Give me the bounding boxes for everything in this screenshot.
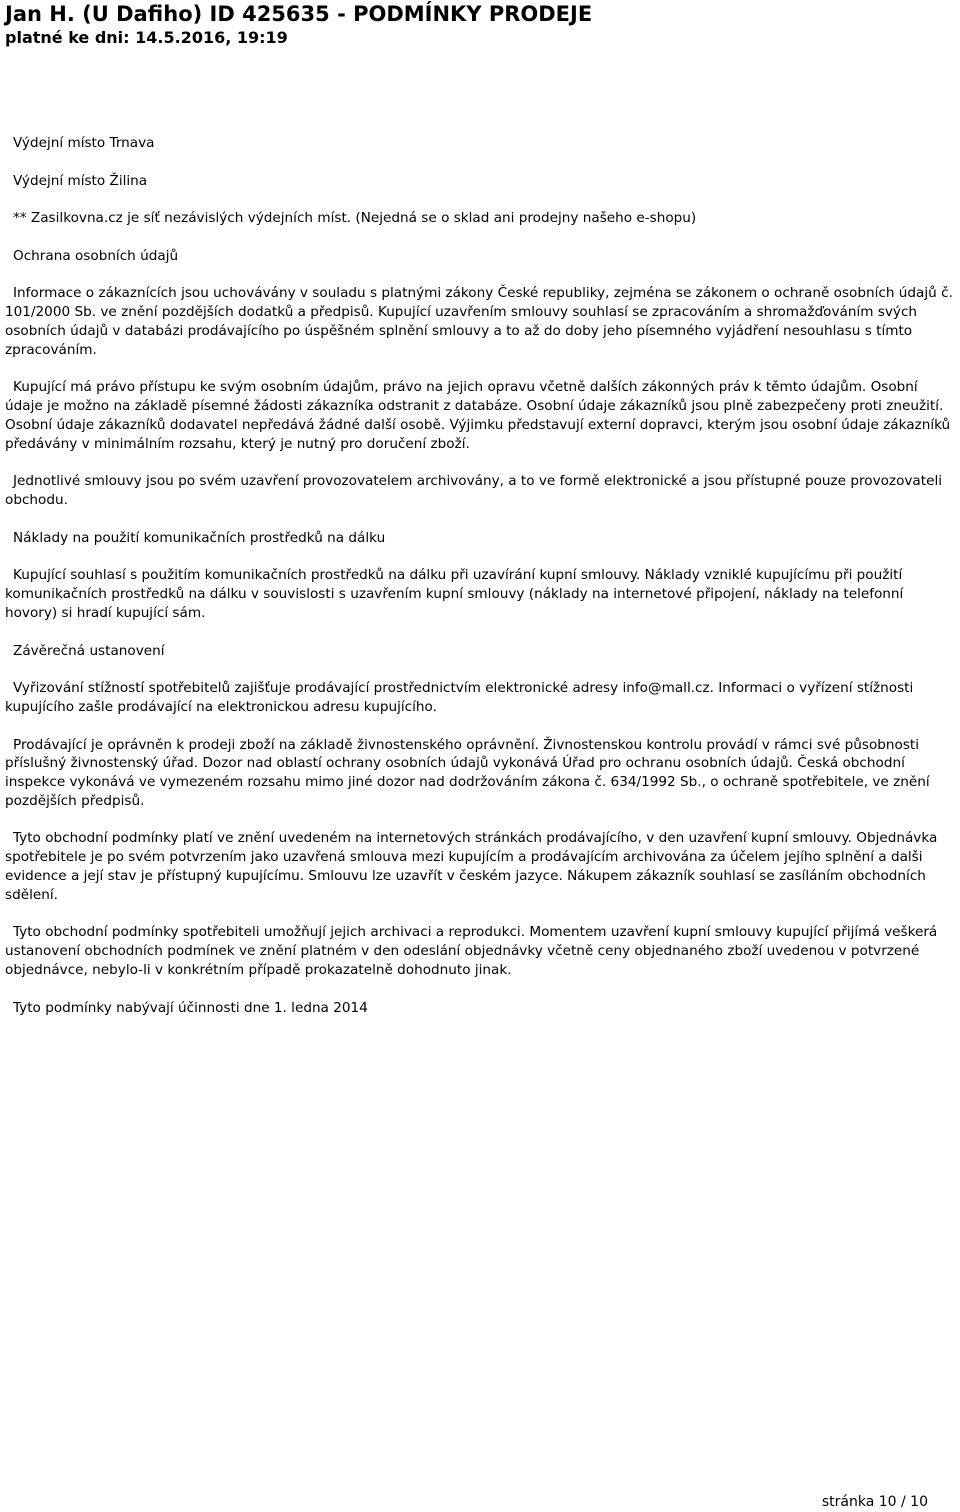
pickup-point-trnava: Výdejní místo Trnava: [13, 135, 155, 151]
paragraph-contract-archiving: Jednotlivé smlouvy jsou po svém uzavření provozovatelem archivovány, a to ve formě elektronické a jsou přístupné pouze provozovateli obchodu.: [5, 473, 943, 509]
paragraph-complaints: Vyřizování stížností spotřebitelů zajišťuje prodávající prostřednictvím elektronické adresy info@mall.cz. Informaci o vyřízení stížnosti kupujícího zašle prodávající na elektronickou adresu kupujícího.: [5, 680, 914, 715]
page-number: stránka 10 / 10: [821, 1494, 928, 1510]
paragraph-archiving-reproduction: Tyto obchodní podmínky spotřebiteli umožňují jejich archivaci a reprodukci. Momentem uzavření kupní smlouvy kupující přijímá veškerá ustanovení obchodních podmínek ve znění platném v den odeslání objednávky včetně ceny objednaného zboží uvedenou v potvrzené objednávce, nebylo-li v konkrétním případě prokazatelně dohodnuto jinak.: [5, 924, 938, 979]
effective-date: Tyto podmínky nabývají účinnosti dne 1. ledna 2014: [13, 999, 368, 1016]
validity-date: platné ke dni: 14.5.2016, 19:19: [5, 28, 288, 47]
paragraph-terms-validity: Tyto obchodní podmínky platí ve znění uvedeném na internetových stránkách prodávajícího, v den uzavření kupní smlouvy. Objednávka spotřebitele je po svém potvrzením jako uzavřená smlouva mezi kupujícím a prodávajícím archivována za účelem jejího splnění a dalši evidence a její stav je přístupný kupujícímu. Smlouvu lze uzavřít v českém jazyce. Nákupem zákazník souhlasí se zasíláním obchodních sdělení.: [5, 830, 938, 903]
section-heading-personal-data: Ochrana osobních údajů: [13, 247, 179, 264]
document-body: [5, 134, 957, 1036]
paragraph-personal-data-storage: Informace o zákaznících jsou uchovávány v souladu s platnými zákony České republiky, zejména se zákonem o ochraně osobních údajů č. 101/2000 Sb. ve znění pozdějších dodatků a předpisů. Kupující uzavřením smlouvy souhlasí se zpracováním a shromažďováním svých osobních údajů v databázi prodávajícího po úspěšném splnění smlouvy a to až do doby jeho písemného vyjádření nesouhlasu s tímto zpracováním.: [5, 285, 953, 358]
zasilkovna-note: ** Zasilkovna.cz je síť nezávislých výdejních míst. (Nejedná se o sklad ani prodejny našeho e-shopu): [13, 210, 697, 227]
paragraph-communication-costs: Kupující souhlasí s použitím komunikačních prostředků na dálku při uzavírání kupní smlouvy. Náklady vzniklé kupujícímu při použití komunikačních prostředků na dálku v souvislosti s uzavřením kupní smlouvy (náklady na internetové připojení, náklady na telefonní hovory) si hradí kupující sám.: [5, 567, 904, 621]
document-title: Jan H. (U Dafiho) ID 425635 - PODMÍNKY PRODEJE: [5, 2, 593, 26]
section-heading-communication-costs: Náklady na použití komunikačních prostředků na dálku: [13, 529, 386, 546]
paragraph-trade-license: Prodávající je oprávněn k prodeji zboží na základě živnostenského oprávnění. Živnostenskou kontrolu provádí v rámci své působnosti příslušný živnostenský úřad. Dozor nad oblastí ochrany osobních údajů vykonává Úřad pro ochranu osobních údajů. Česká obchodní inspekce vykonává ve vymezeném rozsahu mimo jiné dozor nad dodržováním zákona č. 634/1992 Sb., o ochraně spotřebitele, ve znění pozdějších předpisů.: [5, 736, 930, 809]
section-heading-final-provisions: Závěrečná ustanovení: [13, 642, 165, 659]
page-header: [5, 2, 955, 49]
paragraph-access-rights: Kupující má právo přístupu ke svým osobním údajům, právo na jejich opravu včetně dalších zákonných práv k těmto údajům. Osobní údaje je možno na základě písemné žádosti zákazníka odstranit z databáze. Osobní údaje zákazníků jsou plně zabezpečeny proti zneužití. Osobní údaje zákazníků dodavatel nepředává žádné další osobě. Výjimku představují externí dopravci, kterým jsou osobní údaje zákazníků předávány v minimálním rozsahu, který je nutný pro doručení zboží.: [5, 379, 951, 452]
pickup-point-zilina: Výdejní místo Žilina: [13, 172, 148, 189]
